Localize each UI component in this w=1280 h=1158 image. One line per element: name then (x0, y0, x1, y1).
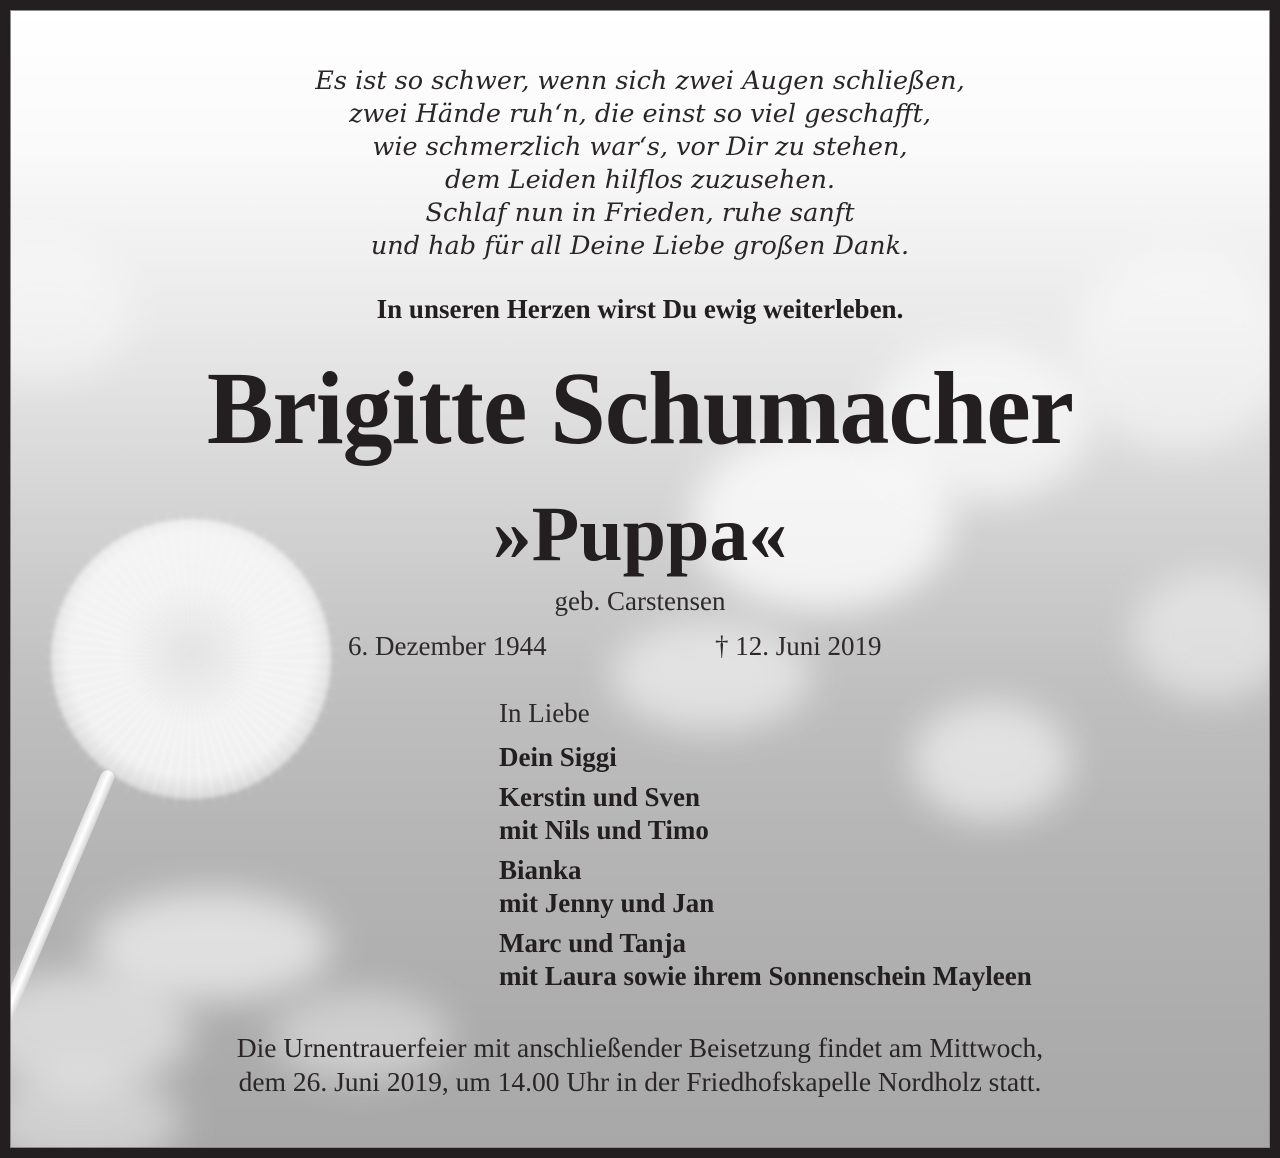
mourner-group (499, 927, 1032, 993)
mourner-line: mit Jenny und Jan (499, 888, 715, 918)
obituary-content (11, 11, 1269, 1147)
birth-name: geb. Carstensen (554, 586, 726, 616)
mourners-intro: In Liebe (499, 698, 590, 728)
mourner-line: Kerstin und Sven (499, 782, 701, 812)
mourner-line: Dein Siggi (499, 742, 617, 772)
ceremony-line: Die Urnentrauerfeier mit anschließender Beisetzung findet am Mittwoch, (236, 1032, 1044, 1063)
mourner-group (499, 741, 1032, 774)
deceased-name: Brigitte Schumacher (206, 351, 1074, 466)
mourner-line: Marc und Tanja (499, 928, 687, 958)
poem-line: Schlaf nun in Frieden, ruhe sanft (425, 198, 855, 228)
poem-line: dem Leiden hilflos zuzusehen. (444, 165, 836, 195)
poem-line: Es ist so schwer, wenn sich zwei Augen schließen, (315, 66, 965, 96)
mourner-line: mit Nils und Timo (499, 815, 709, 845)
mourner-group (499, 781, 1032, 847)
poem-line: wie schmerzlich war‘s, vor Dir zu stehen, (372, 132, 908, 162)
mourner-group (499, 854, 1032, 920)
obituary-panel (10, 10, 1270, 1148)
obituary-frame (10, 10, 1270, 1148)
poem-line: zwei Hände ruh‘n, die einst so viel geschafft, (349, 99, 931, 129)
mourner-line: Bianka (499, 855, 582, 885)
mourner-line: mit Laura sowie ihrem Sonnenschein Mayleen (499, 961, 1032, 991)
poem (11, 65, 1269, 263)
date-of-birth: 6. Dezember 1944 (348, 631, 547, 661)
ceremony-line: dem 26. Juni 2019, um 14.00 Uhr in der Friedhofskapelle Nordholz statt. (238, 1066, 1042, 1097)
motto: In unseren Herzen wirst Du ewig weiterleben. (376, 294, 904, 324)
ceremony-info (11, 1031, 1269, 1099)
deceased-nickname: »Puppa« (492, 490, 788, 577)
poem-line: und hab für all Deine Liebe großen Dank. (370, 231, 910, 261)
mourners-list (499, 697, 1032, 1000)
date-of-death: † 12. Juni 2019 (715, 631, 882, 661)
